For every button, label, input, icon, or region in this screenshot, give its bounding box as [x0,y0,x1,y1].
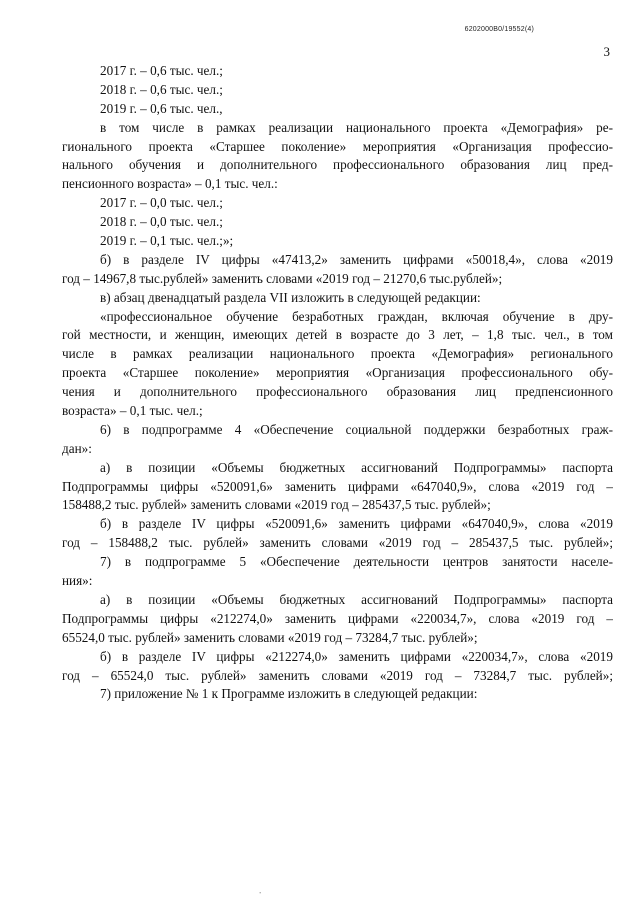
text-line: «профессиональное обучение безработных граждан, включая обучение в дру- [100,308,613,324]
text-line: 2017 г. – 0,6 тыс. чел.; [100,63,223,78]
text-line: чения и дополнительного профессионального образования лиц предпенсионного [62,384,613,400]
text-line: 2018 г. – 0,0 тыс. чел.; [100,214,223,230]
text-line: 6) в подпрограмме 4 «Обеспечение социальной поддержки безработных граж- [100,421,613,437]
page-number: 3 [603,44,610,59]
text-line: 2018 г. – 0,6 тыс. чел.; [100,81,223,97]
text-line: 7) приложение № 1 к Программе изложить в следующей редакции: [100,686,478,702]
text-line: в том числе в рамках реализации национального проекта «Демография» ре- [100,119,613,135]
text-line: год – 65524,0 тыс. рублей» заменить словами «2019 год – 73284,7 тыс. рублей»; [62,667,613,683]
text-line: б) в разделе IV цифры «212274,0» заменить цифрами «220034,7», слова «2019 [100,648,613,664]
text-line: а) в позиции «Объемы бюджетных ассигнований Подпрограммы» паспорта [100,459,613,475]
text-line: Подпрограммы цифры «520091,6» заменить цифрами «647040,9», слова «2019 год – [62,478,613,494]
text-line: 2019 г. – 0,1 тыс. чел.;»; [100,233,234,249]
text-line: пенсионного возраста» – 0,1 тыс. чел.: [62,176,278,192]
text-line: нального обучения и дополнительного профессионального образования лиц пред- [62,157,613,173]
text-line: в) абзац двенадцатый раздела VII изложить в следующей редакции: [100,289,481,305]
text-line: 158488,2 тыс. рублей» заменить словами «2019 год – 285437,5 тыс. рублей»; [62,497,491,513]
text-line: гионального проекта «Старшее поколение» мероприятия «Организация профессио- [62,138,613,154]
text-line: б) в разделе IV цифры «520091,6» заменить цифрами «647040,9», слова «2019 [100,516,613,532]
text-line: б) в разделе IV цифры «47413,2» заменить цифрами «50018,4», слова «2019 [100,251,613,267]
document-body [62,62,613,704]
text-line: 2017 г. – 0,0 тыс. чел.; [100,195,223,211]
text-line: дан»: [62,440,92,456]
text-line: год – 14967,8 тыс.рублей» заменить словами «2019 год – 21270,6 тыс.рублей»; [62,270,503,286]
text-line: а) в позиции «Объемы бюджетных ассигнований Подпрограммы» паспорта [100,591,613,607]
text-line: возраста» – 0,1 тыс. чел.; [62,403,203,419]
text-line: проекта «Старшее поколение» мероприятия «Организация профессионального обу- [62,365,613,381]
text-line: ния»: [62,573,93,589]
text-line: Подпрограммы цифры «212274,0» заменить цифрами «220034,7», слова «2019 год – [62,610,613,626]
text-line: числе в рамках реализации национального проекта «Демография» регионального [62,346,613,362]
text-line: 2019 г. – 0,6 тыс. чел., [100,100,223,116]
footer-mark: ٠ [258,888,263,897]
text-line: год – 158488,2 тыс. рублей» заменить словами «2019 год – 285437,5 тыс. рублей»; [62,535,613,551]
text-line: 7) в подпрограмме 5 «Обеспечение деятельности центров занятости населе- [100,554,613,570]
text-line: гой местности, и женщин, имеющих детей в возрасте до 3 лет, – 1,8 тыс. чел., в том [62,327,613,343]
text-line: 65524,0 тыс. рублей» заменить словами «2019 год – 73284,7 тыс. рублей»; [62,629,478,645]
document-code: 6202000В0/19552(4) [464,26,534,33]
